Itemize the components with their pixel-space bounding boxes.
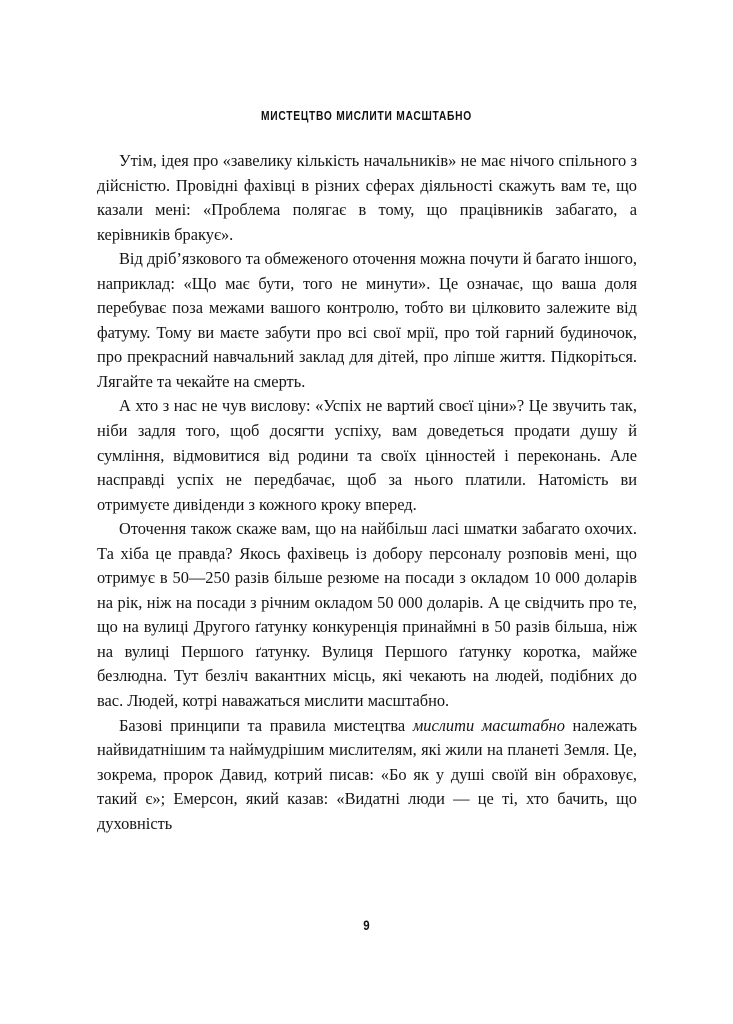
page-number: 9 [363,917,370,933]
emphasized-phrase: мислити масштабно [412,715,565,735]
paragraph [97,714,637,837]
paragraph: Утім, ідея про «завелику кількість начальників» не має нічого спільного з дійсністю. Провідні фахівці в різних сферах діяльності скажуть вам те, що казали мені: «Проблема полягає в тому, що працівників забагато, а керівників бракує». [97,151,637,244]
paragraph-lead: Базові принципи та правила мистецтва [119,715,413,735]
body-text-column [97,149,637,836]
paragraph-tail: належать найвидатнішим та наймудрішим мислителям, які жили на планеті Земля. Це, зокрема, пророк Давид, котрий писав: «Бо як у душі своїй він обраховує, такий є»; Емерсон, який казав: «Видатні люди — це ті, хто бачить, що духовність [97,715,637,833]
paragraph: Оточення також скаже вам, що на найбільш ласі шматки забагато охочих. Та хіба це правда? Якось фахівець із добору персоналу розповів мені, що отримує в 50—250 разів більше резюме на посади з окладом 10 000 доларів на рік, ніж на посади з річним окладом 50 000 доларів. А це свідчить про те, що на вулиці Другого ґатунку конкуренція принаймні в 50 разів більша, ніж на вулиці Першого ґатунку. Вулиця Першого ґатунку коротка, майже безлюдна. Тут безліч вакантних місць, які чекають на людей, подібних до вас. Людей, котрі наважаться мислити масштабно. [97,519,637,711]
paragraph: Від дріб’язкового та обмеженого оточення можна почути й багато іншого, наприклад: «Що має бути, того не минути». Це означає, що ваша доля перебуває поза межами вашого контролю, тобто ви цілковито залежите від фатуму. Тому ви маєте забути про всі свої мрії, про той гарний будиночок, про прекрасний навчальний заклад для дітей, про ліпше життя. Підкоріться. Лягайте та чекайте на смерть. [97,249,637,391]
paragraph: А хто з нас не чув вислову: «Успіх не вартий своєї ціни»? Це звучить так, ніби задля того, щоб досягти успіху, вам доведеться продати душу й сумління, відмовитися від родини та своїх цінностей і переконань. Але насправді успіх не передбачає, щоб за нього платили. Натомість ви отримуєте дивіденди з кожного кроку вперед. [97,396,637,514]
running-head: МИСТЕЦТВО МИСЛИТИ МАСШТАБНО [260,109,473,123]
